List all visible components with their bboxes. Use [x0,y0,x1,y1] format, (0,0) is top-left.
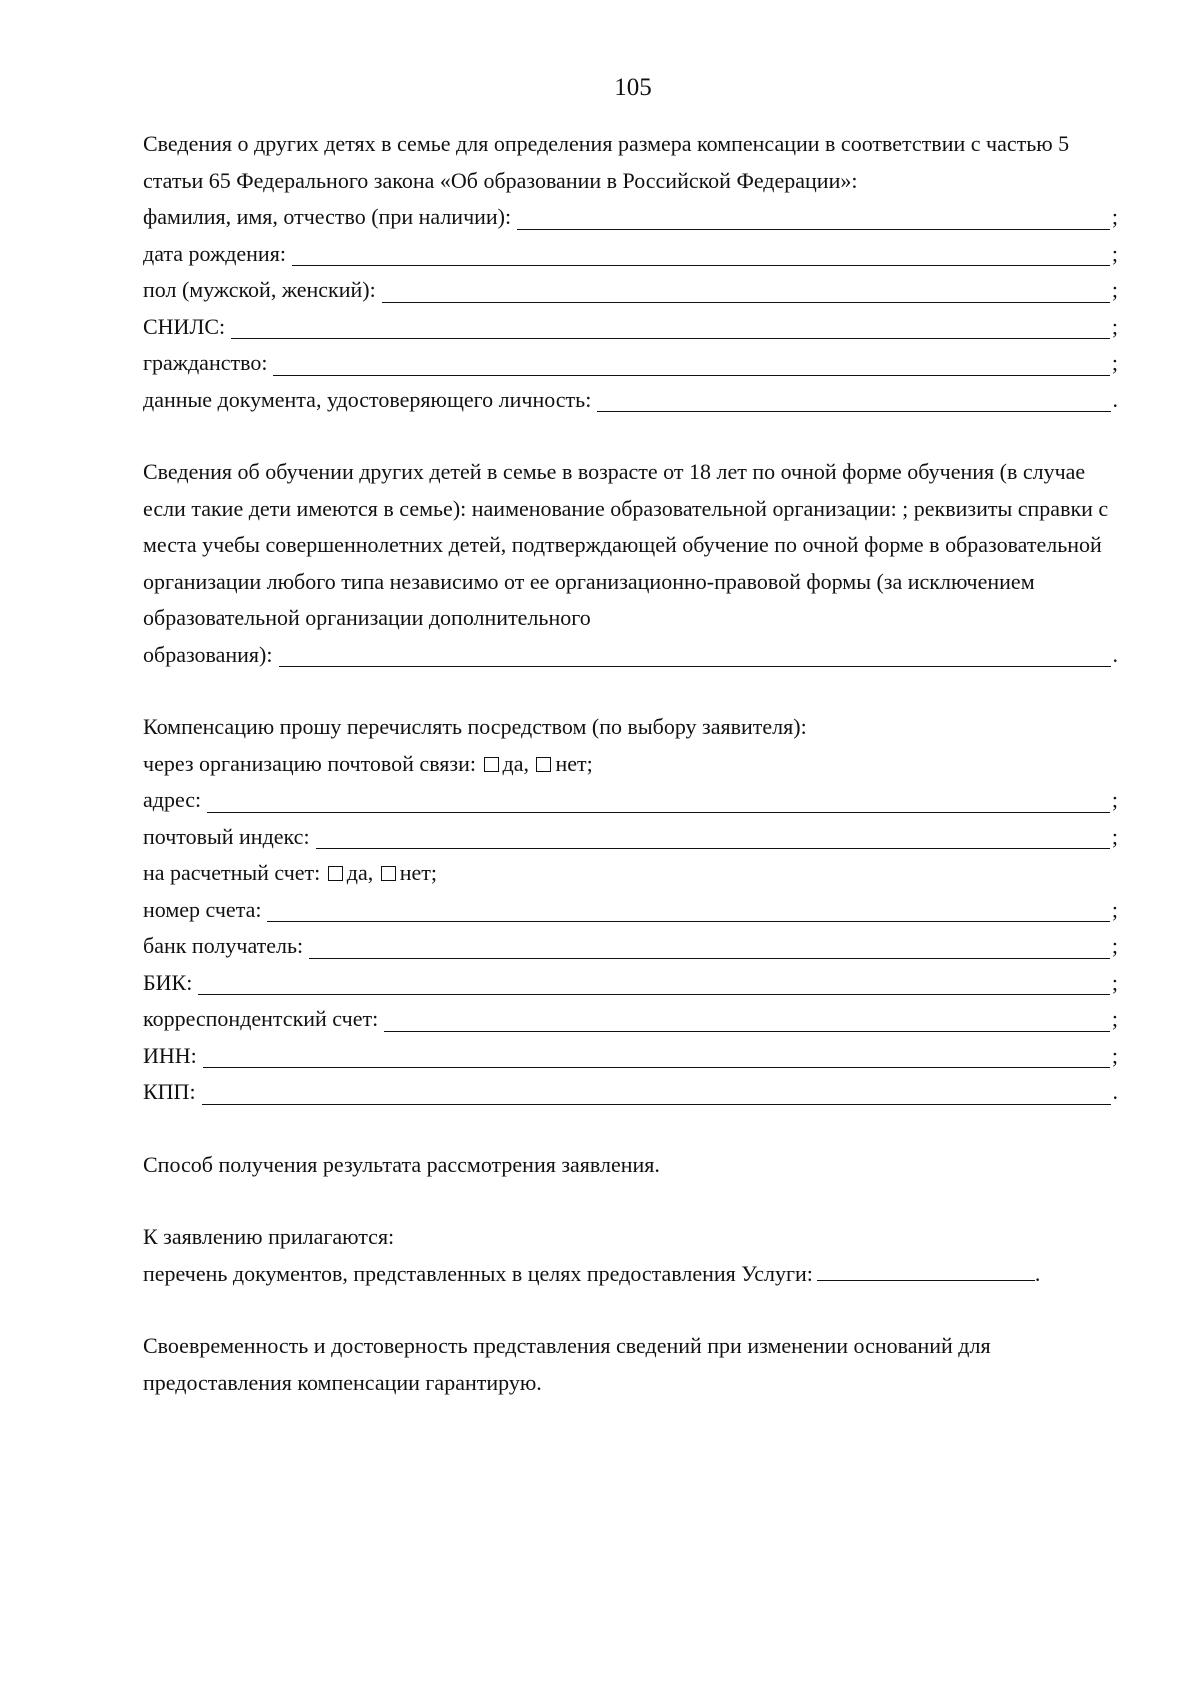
attachments-list-line[interactable] [817,1279,1035,1281]
field-label: номер счета: [143,896,262,922]
post-no-checkbox[interactable] [536,757,551,772]
field-end: . [1112,641,1118,667]
field-end: ; [1111,1042,1118,1068]
field-label: банк получатель: [143,933,304,958]
field-end: . [1112,386,1118,412]
account-yes-label: да, [346,860,374,885]
spacer [143,673,1118,709]
field-label: фамилия, имя, отчество (при наличии): [143,204,512,229]
spacer [143,1292,1118,1328]
field-line[interactable] [267,921,1109,922]
account-option [143,855,1118,892]
field-citizenship[interactable] [143,345,1118,382]
field-label: адрес: [143,787,202,812]
field-line[interactable] [309,958,1110,959]
post-no-label: нет; [555,750,593,776]
field-label: данные документа, удостоверяющего личность: [143,386,592,412]
attachments-list-end: . [1034,1260,1041,1286]
field-line[interactable] [292,265,1110,266]
field-line[interactable] [231,338,1110,339]
field-end: ; [1111,350,1118,375]
form-content [143,126,1118,1401]
field-end: ; [1111,823,1118,849]
field-birth-date[interactable] [143,236,1118,273]
account-no-label: нет; [399,860,438,885]
spacer [143,418,1118,454]
field-label: КПП: [143,1079,196,1104]
field-line[interactable] [202,1104,1111,1105]
field-line[interactable] [279,666,1111,667]
field-label: пол (мужской, женский): [143,277,376,302]
post-yes-label: да, [502,750,529,776]
field-end: ; [1111,933,1118,958]
field-end: ; [1111,1006,1118,1031]
field-label: дата рождения: [143,240,286,266]
field-end: ; [1111,204,1118,229]
field-line[interactable] [203,1067,1110,1068]
field-line[interactable] [316,848,1110,849]
field-line[interactable] [198,994,1110,995]
post-option-label: через организацию почтовой связи: [143,750,476,776]
field-label: корреспондентский счет: [143,1006,379,1031]
field-kpp[interactable] [143,1074,1118,1111]
field-bank[interactable] [143,928,1118,965]
spacer [143,1111,1118,1147]
field-end: . [1112,1079,1118,1104]
field-inn[interactable] [143,1038,1118,1075]
field-line[interactable] [382,302,1110,303]
field-account-number[interactable] [143,892,1118,929]
field-end: ; [1111,277,1118,302]
field-label: гражданство: [143,350,268,375]
account-yes-checkbox[interactable] [328,866,343,881]
page-number: 105 [614,74,652,101]
field-end: ; [1111,787,1118,812]
spacer [143,1183,1118,1219]
field-line[interactable] [517,229,1110,230]
field-label: образования): [143,641,273,667]
post-yes-checkbox[interactable] [484,757,499,772]
field-sex[interactable] [143,272,1118,309]
payment-intro: Компенсацию прошу перечислять посредством (по выбору заявителя): [143,714,807,739]
field-line[interactable] [384,1031,1110,1032]
field-end: ; [1111,240,1118,266]
attachments-list [143,1256,1118,1293]
account-no-checkbox[interactable] [381,866,396,881]
account-option-label: на расчетный счет: [143,860,321,885]
field-label: почтовый индекс: [143,823,310,849]
education-text: Сведения об обучении других детей в семье в возрасте от 18 лет по очной форме обучения (в случае если такие дети имеются в семье): наименование образовательной организации: ; реквизиты справки с места учебы совершеннолетних детей, подтверждающей обучение по очной форме в образовательной организации любого типа независимо от ее организационно-правовой формы (за исключением образовательной организации дополнительного [143,459,1109,630]
field-label: ИНН: [143,1042,197,1068]
attachments-list-label: перечень документов, представленных в целях предоставления Услуги: [143,1260,813,1286]
field-bik[interactable] [143,965,1118,1002]
field-snils[interactable] [143,309,1118,346]
result-method: Способ получения результата рассмотрения заявления. [143,1151,660,1177]
attachments-title: К заявлению прилагаются: [143,1224,395,1249]
field-id-document[interactable] [143,382,1118,419]
field-line[interactable] [273,375,1109,376]
field-postal-code[interactable] [143,819,1118,856]
field-education[interactable] [143,637,1118,674]
field-line[interactable] [597,411,1110,412]
field-address[interactable] [143,782,1118,819]
field-label: БИК: [143,969,193,995]
post-option [143,746,1118,783]
guarantee-text: Своевременность и достоверность представления сведений при изменении оснований для предоставления компенсации гарантирую. [143,1333,991,1395]
children-fields [143,199,1118,418]
field-end: ; [1111,969,1118,995]
field-corr-account[interactable] [143,1001,1118,1038]
field-label: СНИЛС: [143,313,226,339]
field-full-name[interactable] [143,199,1118,236]
field-end: ; [1111,313,1118,339]
field-line[interactable] [207,812,1110,813]
children-intro: Сведения о других детях в семье для определения размера компенсации в соответствии с частью 5 статьи 65 Федерального закона «Об образовании в Российской Федерации»: [143,131,1070,193]
field-end: ; [1111,896,1118,922]
